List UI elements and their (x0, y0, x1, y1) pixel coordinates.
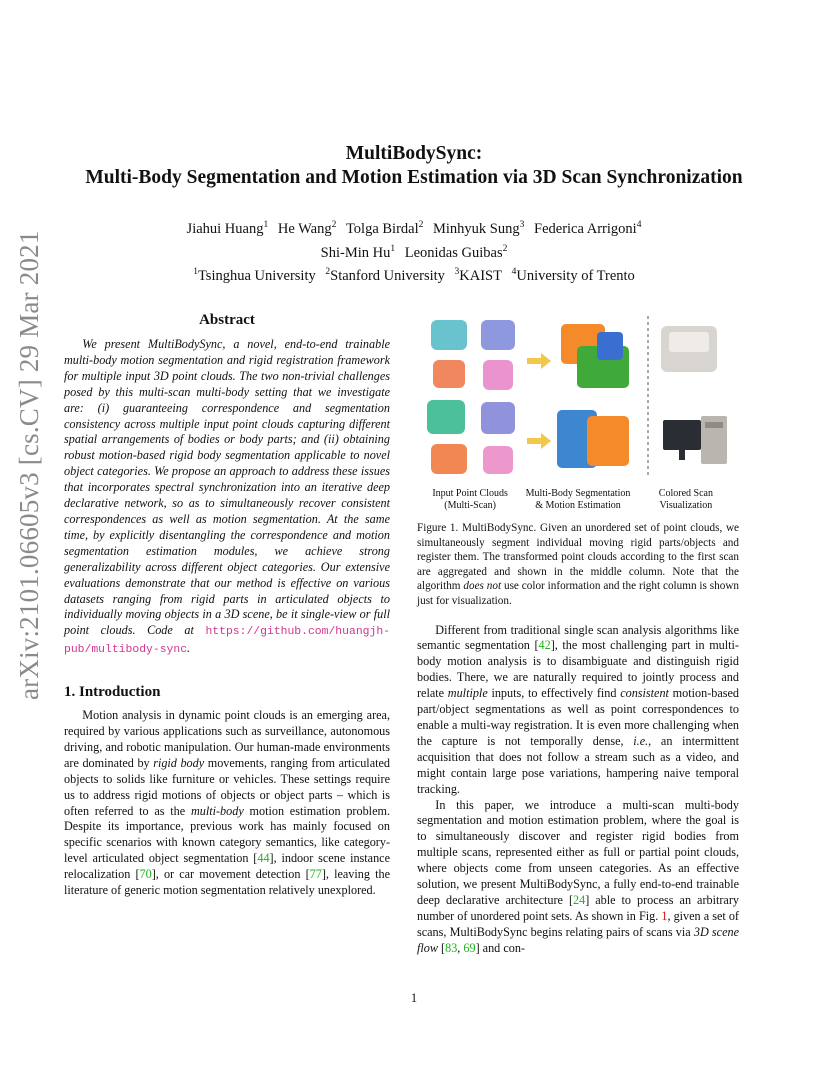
figure-1-image (417, 312, 739, 484)
citation-link[interactable]: 77 (309, 867, 322, 882)
citation-link[interactable]: 70 (139, 867, 152, 882)
citation-link[interactable]: 83 (445, 940, 458, 955)
citation-link[interactable]: 44 (257, 851, 270, 866)
body-paragraph: In this paper, we introduce a multi-scan multi-body segmentation and motion estimation problem, where the goal is to simultaneously discover and register rigid bodies from multiple scans, represented either as full or partial point clouds, where objects come from unseen categories. As an effective solution, we present MultiBodySync, a fully end-to-end trainable deep declarative architecture [24] able to process an arbitrary number of unordered point sets. As shown in Fig. 1, given a set of scans, MultiBodySync begins relating pairs of scans via 3D scene flow [83, 69] and con- (417, 797, 739, 955)
body-paragraph: Different from traditional single scan analysis algorithms like semantic segmentation [42], the most challenging part in multi-body motion analysis is to disambiguate and distinguish rigid bodies. There, we are naturally required to jointly process and relate multiple inputs, to effectively find consistent motion-based part/object segmentations as well as point correspondences to enable a multi-way registration. It is even more challenging when the capture is not temporally dense, i.e., an intermittent acquisition that does not follow a stream such as a video, and might contain large pose variations, hampering naive temporal tracking. (417, 622, 739, 796)
left-column (64, 312, 390, 899)
authors-line-2 (0, 239, 828, 263)
author: Shi-Min Hu$^1$ (320, 243, 396, 261)
code-link[interactable]: https://github.com/huangjh-pub/multibody-sync (64, 626, 390, 657)
author: He Wang$^2$ (277, 220, 337, 237)
author: Leonidas Guibas$^2$ (404, 243, 508, 261)
arxiv-stamp: arXiv:2101.06605v3 [cs.CV] 29 Mar 2021 (14, 230, 44, 700)
citation-link[interactable]: 24 (573, 892, 586, 907)
figure-label: Multi-Body Segmentation & Motion Estimation (525, 488, 631, 511)
author: Tolga Birdal$^2$ (345, 220, 424, 237)
figure-illustration (417, 312, 739, 484)
abstract-heading: Abstract (199, 312, 255, 328)
right-column (417, 312, 739, 957)
authors-line-1 (0, 215, 828, 239)
figure-ref-link[interactable]: 1 (661, 908, 668, 923)
citation-link[interactable]: 42 (538, 638, 551, 653)
author: Jiahui Huang$^1$ (186, 220, 269, 237)
citation-link[interactable]: 69 (463, 940, 476, 955)
abstract-text: We present MultiBodySync, a novel, end-to-end trainable multi-body motion segmentation and rigid registration framework for multiple input 3D point clouds. The two non-trivial challenges posed by this multi-scan multi-body setting that we investigate are: (i) guaranteeing correspondence and segmentation consistency across multiple input point clouds capturing different spatial arrangements of bodies or body parts; and (ii) obtaining robust motion-based rigid body segmentation applicable to novel object categories. We propose an approach to address these issues that incorporates spectral synchronization into an iterative deep declarative network, so as to simultaneously recover consistent correspondences as well as motion segmentation. At the same time, by explicitly disentangling the correspondence and motion segmentation estimation modules, we achieve strong generalizability across different object categories. Our extensive evaluations demonstrate that our method is effective on various datasets ranging from rigid parts in articulated objects to individually moving objects in a 3D scene, be it single-view or full point clouds. Code at https://github.com/huangjh-pub/multibody-sync. (64, 337, 390, 657)
title-line-2: Multi-Body Segmentation and Motion Estimation via 3D Scan Synchronization (85, 167, 743, 188)
figure-caption: Figure 1. MultiBodySync. Given an unordered set of point clouds, we simultaneously segment individual moving rigid parts/objects and register them. The transformed point clouds according to the first scan are aggregated and shown in the middle column. Note that the algorithm does not use color information and the right column is shown just for visualization. (417, 522, 739, 607)
figure-label: Input Point Clouds (Multi-Scan) (432, 488, 508, 511)
affiliations: $^1$Tsinghua University $^2$Stanford University $^3$KAIST $^4$University of Trento (193, 267, 635, 285)
author: Federica Arrigoni$^4$ (534, 220, 642, 237)
page-number: 1 (410, 991, 418, 1005)
author-block (0, 215, 828, 286)
author: Minhyuk Sung$^3$ (433, 220, 525, 237)
intro-paragraph: Motion analysis in dynamic point clouds is an emerging area, required by various applications such as surveillance, autonomous driving, and robotic manipulation. Our human-made environments are dominated by rigid body movements, ranging from articulated objects to solids like furniture or vehicles. These settings require us to address rigid motions of objects or object parts – which is often referred to as the multi-body motion estimation problem. Despite its importance, previous work has mainly focused on specific scenarios with known category semantics, like category-level articulated object segmentation [44], indoor scene instance relocalization [70], or car movement detection [77], leaving the literature of generic motion segmentation relatively unexplored. (64, 708, 391, 898)
intro-heading: 1. Introduction (64, 684, 161, 701)
paper-title (0, 142, 828, 190)
title-line-1: MultiBodySync: (345, 143, 483, 164)
figure-column-labels (417, 488, 739, 512)
figure-label: Colored Scan Visualization (658, 488, 713, 511)
